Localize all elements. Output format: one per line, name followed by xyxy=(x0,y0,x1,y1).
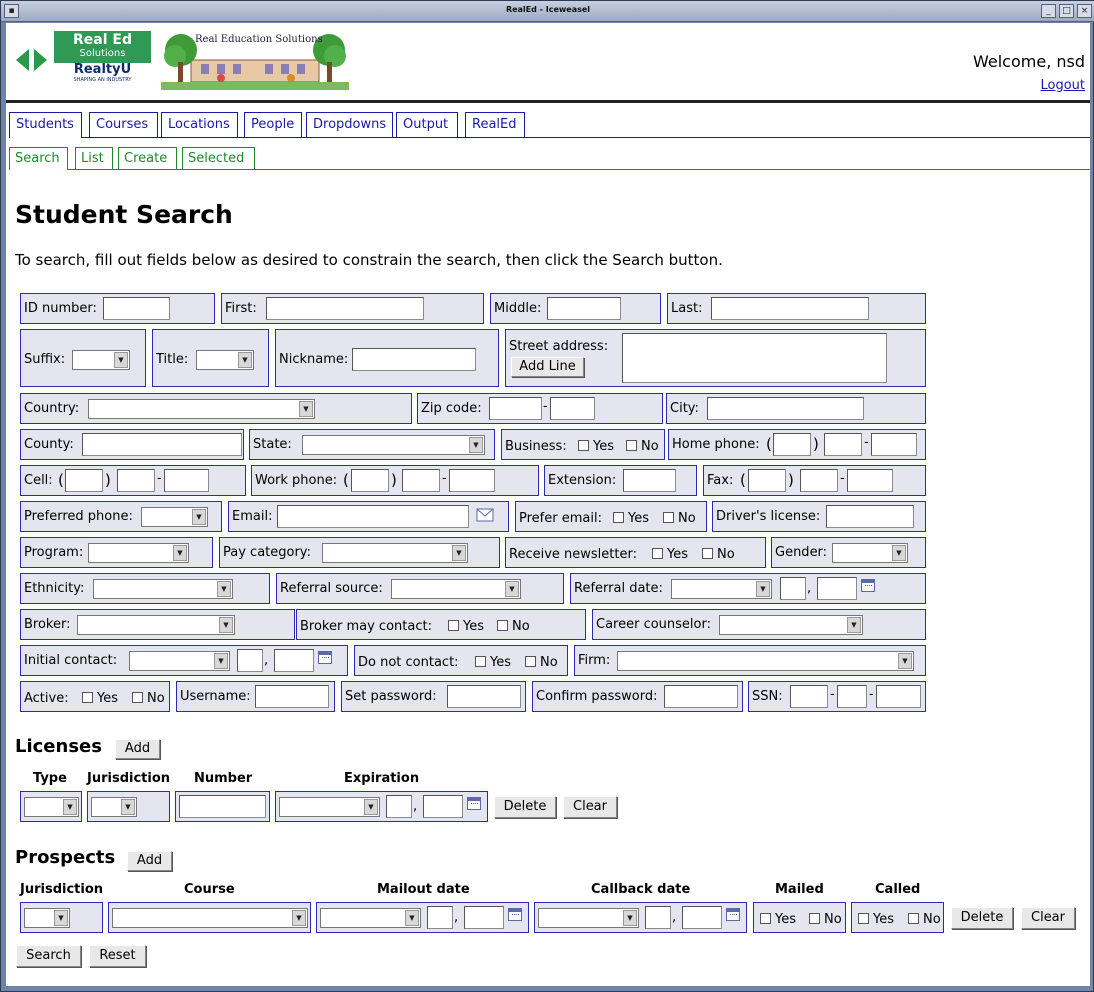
set-password-input[interactable] xyxy=(447,685,521,708)
username-input[interactable] xyxy=(255,685,329,708)
referral-source-select[interactable]: ▼ xyxy=(391,579,521,599)
nickname-group: Nickname: xyxy=(275,329,499,387)
email-group: Email: xyxy=(228,501,509,532)
id-number-input[interactable] xyxy=(103,297,170,320)
career-counselor-group: Career counselor: ▼ xyxy=(592,609,926,640)
last-name-input[interactable] xyxy=(711,297,869,320)
fax-group: Fax: ( ) - xyxy=(703,465,926,496)
work-phone-prefix-input[interactable] xyxy=(402,469,440,492)
column-header: Type xyxy=(33,771,67,786)
fax-line-input[interactable] xyxy=(847,469,893,492)
called-no-checkbox[interactable] xyxy=(908,913,919,924)
prospects-heading: Prospects xyxy=(15,847,116,868)
newsletter-yes-checkbox[interactable] xyxy=(652,548,663,559)
mailout-date-cell: ▼ , xyxy=(316,902,529,933)
real-education-solutions-logo xyxy=(161,28,349,90)
ssn-part3-input[interactable] xyxy=(876,685,921,708)
mailed-cell: Yes No xyxy=(753,902,846,933)
tab-people[interactable]: People xyxy=(244,112,302,137)
gender-group: Gender: ▼ xyxy=(771,537,926,568)
program-group: Program: ▼ xyxy=(20,537,213,568)
calendar-icon[interactable] xyxy=(318,651,332,664)
tab-realed[interactable]: RealEd xyxy=(465,112,525,137)
do-not-contact-yes-checkbox[interactable] xyxy=(475,656,486,667)
active-no-checkbox[interactable] xyxy=(132,692,143,703)
pay-category-group: Pay category: ▼ xyxy=(219,537,500,568)
mailout-day-input[interactable] xyxy=(427,906,453,929)
county-group: County: xyxy=(20,429,244,460)
zip-extension-input[interactable] xyxy=(550,397,595,420)
title-bar xyxy=(1,1,1094,22)
cell-phone-group: Cell: ( ) - xyxy=(20,465,246,496)
active-yes-checkbox[interactable] xyxy=(82,692,93,703)
initial-contact-month-select[interactable]: ▼ xyxy=(129,651,230,671)
cell-line-input[interactable] xyxy=(164,469,209,492)
confirm-password-input[interactable] xyxy=(664,685,738,708)
cell-prefix-input[interactable] xyxy=(117,469,155,492)
country-select[interactable]: ▼ xyxy=(88,399,315,419)
initial-contact-group: Initial contact: ▼ , xyxy=(20,645,348,676)
broker-contact-no-checkbox[interactable] xyxy=(497,620,508,631)
column-header: Course xyxy=(184,882,235,897)
license-jurisdiction-select[interactable]: ▼ xyxy=(91,797,137,817)
mailed-no-checkbox[interactable] xyxy=(809,913,820,924)
work-phone-area-input[interactable] xyxy=(351,469,389,492)
ssn-part1-input[interactable] xyxy=(790,685,828,708)
firm-select[interactable]: ▼ xyxy=(617,651,914,671)
called-cell: Yes No xyxy=(851,902,944,933)
country-group: Country: ▼ xyxy=(20,393,412,424)
do-not-contact-group: Do not contact: Yes No xyxy=(354,645,568,676)
extension-input[interactable] xyxy=(623,469,676,492)
welcome-text: Welcome, nsd xyxy=(973,52,1085,71)
callback-year-input[interactable] xyxy=(682,906,722,929)
column-header: Jurisdiction xyxy=(20,882,104,897)
referral-year-input[interactable] xyxy=(817,577,857,600)
prefer-email-no-checkbox[interactable] xyxy=(663,512,674,523)
window-title: RealEd - Iceweasel xyxy=(505,5,591,14)
license-expiration-year-input[interactable] xyxy=(423,795,463,818)
firm-group: Firm: ▼ xyxy=(574,645,926,676)
logo-caption: Real Education Solutions xyxy=(195,34,323,45)
business-no-checkbox[interactable] xyxy=(626,440,637,451)
add-license-button[interactable]: Add xyxy=(115,739,160,759)
page-content xyxy=(6,23,1090,986)
tab-students[interactable]: Students xyxy=(9,112,82,138)
prefer-email-yes-checkbox[interactable] xyxy=(613,512,624,523)
suffix-select[interactable]: ▼ xyxy=(72,350,130,370)
maximize-button[interactable]: □ xyxy=(1059,4,1074,18)
column-header: Jurisdiction xyxy=(87,771,171,786)
gender-select[interactable]: ▼ xyxy=(832,543,908,563)
state-select[interactable]: ▼ xyxy=(302,435,485,455)
license-number-cell xyxy=(175,791,270,822)
broker-select[interactable]: ▼ xyxy=(77,615,235,635)
search-button[interactable]: Search xyxy=(16,945,81,967)
referral-day-input[interactable] xyxy=(780,577,806,600)
city-input[interactable] xyxy=(707,397,864,420)
street-address-textarea[interactable] xyxy=(622,333,887,383)
middle-name-group: Middle: xyxy=(490,293,661,324)
title-group: Title: ▼ xyxy=(152,329,269,387)
nickname-input[interactable] xyxy=(352,348,476,371)
main-tabs xyxy=(9,112,1090,138)
prospect-course-select[interactable]: ▼ xyxy=(112,908,308,928)
license-type-select[interactable]: ▼ xyxy=(24,797,79,817)
referral-month-select[interactable]: ▼ xyxy=(671,579,772,599)
do-not-contact-no-checkbox[interactable] xyxy=(525,656,536,667)
forward-arrow-icon[interactable] xyxy=(34,49,47,71)
prospect-jurisdiction-select[interactable]: ▼ xyxy=(24,908,70,928)
state-group: State: ▼ xyxy=(249,429,495,460)
calendar-icon[interactable] xyxy=(467,797,481,810)
active-group: Active: Yes No xyxy=(20,681,170,712)
calendar-icon[interactable] xyxy=(508,908,522,921)
street-address-group: Street address: Add Line xyxy=(505,329,926,387)
prospect-jurisdiction-cell xyxy=(20,902,103,933)
reset-button[interactable]: Reset xyxy=(89,945,146,967)
suffix-group: Suffix: ▼ xyxy=(20,329,146,387)
first-name-group: First: xyxy=(221,293,484,324)
back-arrow-icon[interactable] xyxy=(16,49,29,71)
title-select[interactable]: ▼ xyxy=(196,350,254,370)
column-header: Expiration xyxy=(344,771,420,786)
sub-tabs xyxy=(9,147,1090,170)
license-clear-button[interactable]: Clear xyxy=(563,796,617,818)
business-group: Business: Yes No xyxy=(501,429,665,460)
fax-prefix-input[interactable] xyxy=(800,469,838,492)
prospect-clear-button[interactable]: Clear xyxy=(1021,907,1075,929)
home-phone-line-input[interactable] xyxy=(871,433,917,456)
logout-link[interactable]: Logout xyxy=(1040,78,1085,93)
initial-contact-day-input[interactable] xyxy=(237,649,263,672)
column-header: Number xyxy=(194,771,253,786)
license-number-input[interactable] xyxy=(179,795,266,818)
license-delete-button[interactable]: Delete xyxy=(494,796,556,818)
subtab-list[interactable]: List xyxy=(75,147,113,169)
mailed-yes-checkbox[interactable] xyxy=(760,913,771,924)
email-input[interactable] xyxy=(277,505,469,528)
extension-group: Extension: xyxy=(544,465,697,496)
ssn-group: SSN: - - xyxy=(748,681,926,712)
callback-day-input[interactable] xyxy=(645,906,671,929)
drivers-license-input[interactable] xyxy=(826,505,914,528)
home-phone-group: Home phone: ( ) - xyxy=(668,429,926,460)
program-select[interactable]: ▼ xyxy=(88,543,189,563)
prefer-email-group: Prefer email: Yes No xyxy=(515,501,707,532)
envelope-icon[interactable] xyxy=(476,508,494,522)
license-type-cell xyxy=(20,791,82,822)
career-counselor-select[interactable]: ▼ xyxy=(719,615,863,635)
intro-text: To search, fill out fields below as desired to constrain the search, then click the Search button. xyxy=(15,251,723,269)
business-yes-checkbox[interactable] xyxy=(578,440,589,451)
initial-contact-year-input[interactable] xyxy=(274,649,314,672)
work-phone-line-input[interactable] xyxy=(449,469,495,492)
subtab-search[interactable]: Search xyxy=(9,147,68,170)
callback-date-cell: ▼ , xyxy=(534,902,747,933)
broker-contact-group: Broker may contact: Yes No xyxy=(296,609,586,640)
preferred-phone-select[interactable]: ▼ xyxy=(141,507,208,527)
add-line-button[interactable]: Add Line xyxy=(511,357,584,377)
header-divider xyxy=(6,100,1090,103)
newsletter-group: Receive newsletter: Yes No xyxy=(505,537,766,568)
fax-area-input[interactable] xyxy=(748,469,786,492)
confirm-password-group: Confirm password: xyxy=(532,681,743,712)
zip-code-input[interactable] xyxy=(489,397,542,420)
calendar-icon[interactable] xyxy=(726,908,740,921)
mailout-year-input[interactable] xyxy=(464,906,504,929)
minimize-button[interactable]: _ xyxy=(1041,4,1056,18)
referral-date-group: Referral date: ▼ , xyxy=(570,573,926,604)
licenses-heading: Licenses xyxy=(15,736,102,757)
pay-category-select[interactable]: ▼ xyxy=(322,543,468,563)
license-jurisdiction-cell xyxy=(87,791,170,822)
county-input[interactable] xyxy=(82,433,242,456)
prospect-delete-button[interactable]: Delete xyxy=(951,907,1013,929)
close-button[interactable]: × xyxy=(1077,4,1092,18)
ssn-part2-input[interactable] xyxy=(837,685,867,708)
column-header: Mailed xyxy=(775,882,824,897)
subtab-selected[interactable]: Selected xyxy=(182,147,255,169)
home-phone-area-input[interactable] xyxy=(773,433,811,456)
id-number-group: ID number: xyxy=(20,293,215,324)
ethnicity-select[interactable]: ▼ xyxy=(93,579,233,599)
tab-output[interactable]: Output xyxy=(396,112,458,137)
realed-logo: Real Ed Solutions RealtyU SHAPING AN INDUSTRY xyxy=(54,31,151,87)
tab-locations[interactable]: Locations xyxy=(161,112,238,137)
zip-code-group: Zip code: - xyxy=(417,393,663,424)
drivers-license-group: Driver's license: xyxy=(712,501,926,532)
license-expiration-cell: ▼ , xyxy=(275,791,488,822)
set-password-group: Set password: xyxy=(341,681,526,712)
column-header: Mailout date xyxy=(377,882,470,897)
prospect-course-cell xyxy=(108,902,311,933)
mailout-month-select[interactable]: ▼ xyxy=(320,908,421,928)
work-phone-group: Work phone: ( ) - xyxy=(251,465,539,496)
tab-dropdowns[interactable]: Dropdowns xyxy=(306,112,393,137)
city-group: City: xyxy=(666,393,926,424)
last-name-group: Last: xyxy=(667,293,926,324)
cell-area-input[interactable] xyxy=(65,469,103,492)
broker-group: Broker: ▼ xyxy=(20,609,295,640)
home-phone-prefix-input[interactable] xyxy=(824,433,862,456)
preferred-phone-group: Preferred phone: ▼ xyxy=(20,501,222,532)
newsletter-no-checkbox[interactable] xyxy=(702,548,713,559)
column-header: Callback date xyxy=(591,882,691,897)
subtab-create[interactable]: Create xyxy=(118,147,177,169)
first-name-input[interactable] xyxy=(266,297,424,320)
called-yes-checkbox[interactable] xyxy=(858,913,869,924)
ethnicity-group: Ethnicity: ▼ xyxy=(20,573,270,604)
username-group: Username: xyxy=(176,681,335,712)
referral-source-group: Referral source: ▼ xyxy=(276,573,564,604)
calendar-icon[interactable] xyxy=(861,579,875,592)
middle-name-input[interactable] xyxy=(547,297,621,320)
window-menu-button[interactable]: ▪ xyxy=(4,4,19,18)
column-header: Called xyxy=(875,882,921,897)
license-expiration-month-select[interactable]: ▼ xyxy=(279,797,380,817)
page-title: Student Search xyxy=(15,200,233,229)
tab-courses[interactable]: Courses xyxy=(89,112,158,137)
callback-month-select[interactable]: ▼ xyxy=(538,908,639,928)
license-expiration-day-input[interactable] xyxy=(386,795,412,818)
add-prospect-button[interactable]: Add xyxy=(127,851,172,871)
broker-contact-yes-checkbox[interactable] xyxy=(448,620,459,631)
